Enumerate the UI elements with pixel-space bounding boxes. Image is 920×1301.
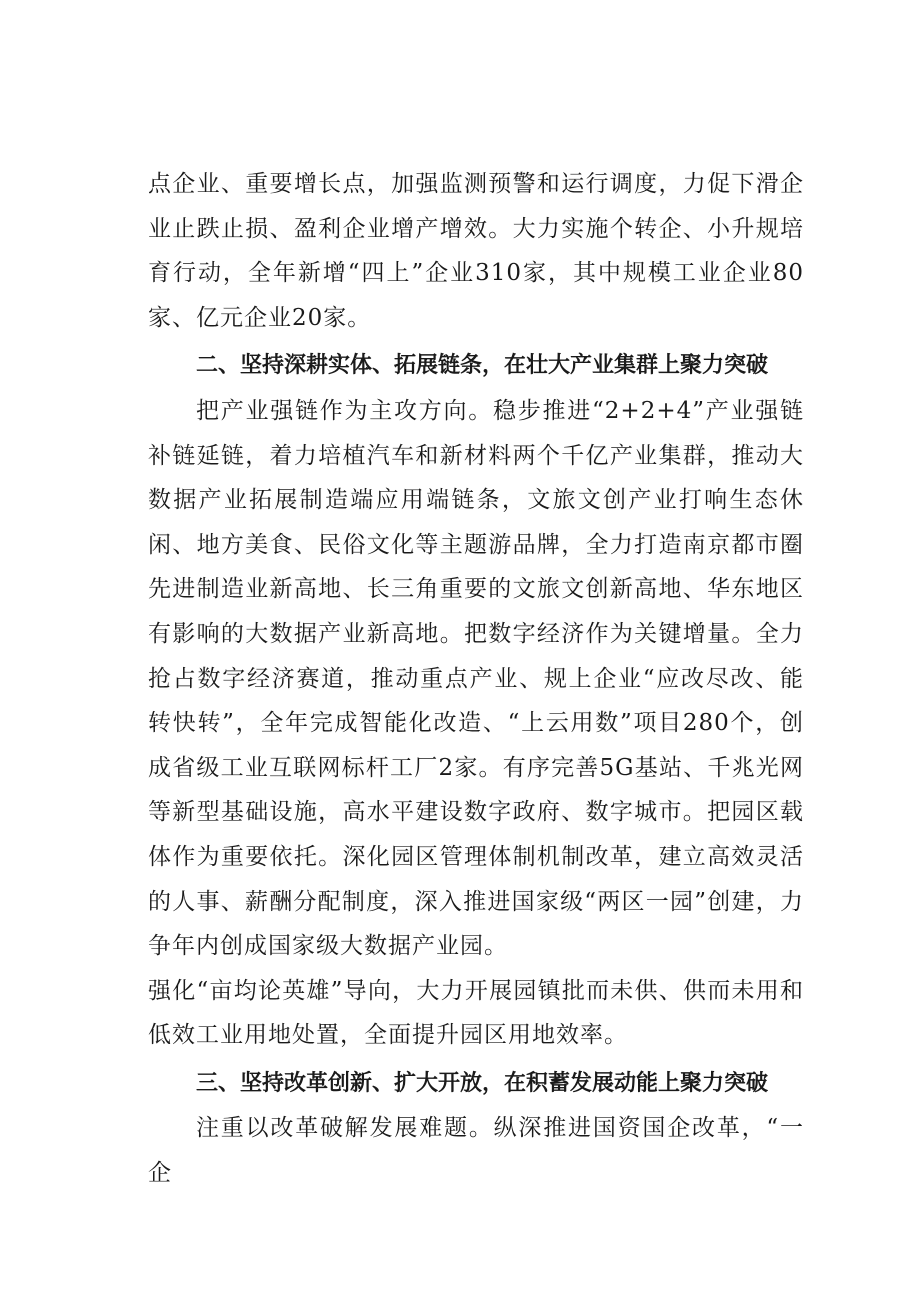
paragraph-intro: 点企业、重要增长点，加强监测预警和运行调度，力促下滑企业止跌止损、盈利企业增产增效。大力实施个转企、小升规培育行动，全年新增“四上”企业310家，其中规模工业企业80家、亿元企业20家。 xyxy=(148,171,804,331)
document-body xyxy=(148,162,804,1196)
section-heading-3: 三、坚持改革创新、扩大开放，在积蓄发展动能上聚力突破 xyxy=(196,1070,769,1096)
paragraph-2b: 强化“亩均论英雄”导向，大力开展园镇批而未供、供而未用和低效工业用地处置，全面提升园区用地效率。 xyxy=(148,977,804,1049)
paragraph-2a: 把产业强链作为主攻方向。稳步推进“2+2+4”产业强链补链延链，着力培植汽车和新材料两个千亿产业集群，推动大数据产业拓展制造端应用端链条，文旅文创产业打响生态休闲、地方美食、民俗文化等主题游品牌，全力打造南京都市圈先进制造业新高地、长三角重要的文旅文创新高地、华东地区有影响的大数据产业新高地。把数字经济作为关键增量。全力抢占数字经济赛道，推动重点产业、规上企业“应改尽改、能转快转”，全年完成智能化改造、“上云用数”项目280个，创成省级工业互联网标杆工厂2家。有序完善5G基站、千兆光网等新型基础设施，高水平建设数字政府、数字城市。把园区载体作为重要依托。深化园区管理体制机制改革，建立高效灵活的人事、薪酬分配制度，深入推进国家级“两区一园”创建，力争年内创成国家级大数据产业园。 xyxy=(148,397,804,960)
paragraph-3a: 注重以改革破解发展难题。纵深推进国资国企改革，“一企 xyxy=(148,1115,804,1187)
section-heading-2: 二、坚持深耕实体、拓展链条，在壮大产业集群上聚力突破 xyxy=(196,353,769,379)
